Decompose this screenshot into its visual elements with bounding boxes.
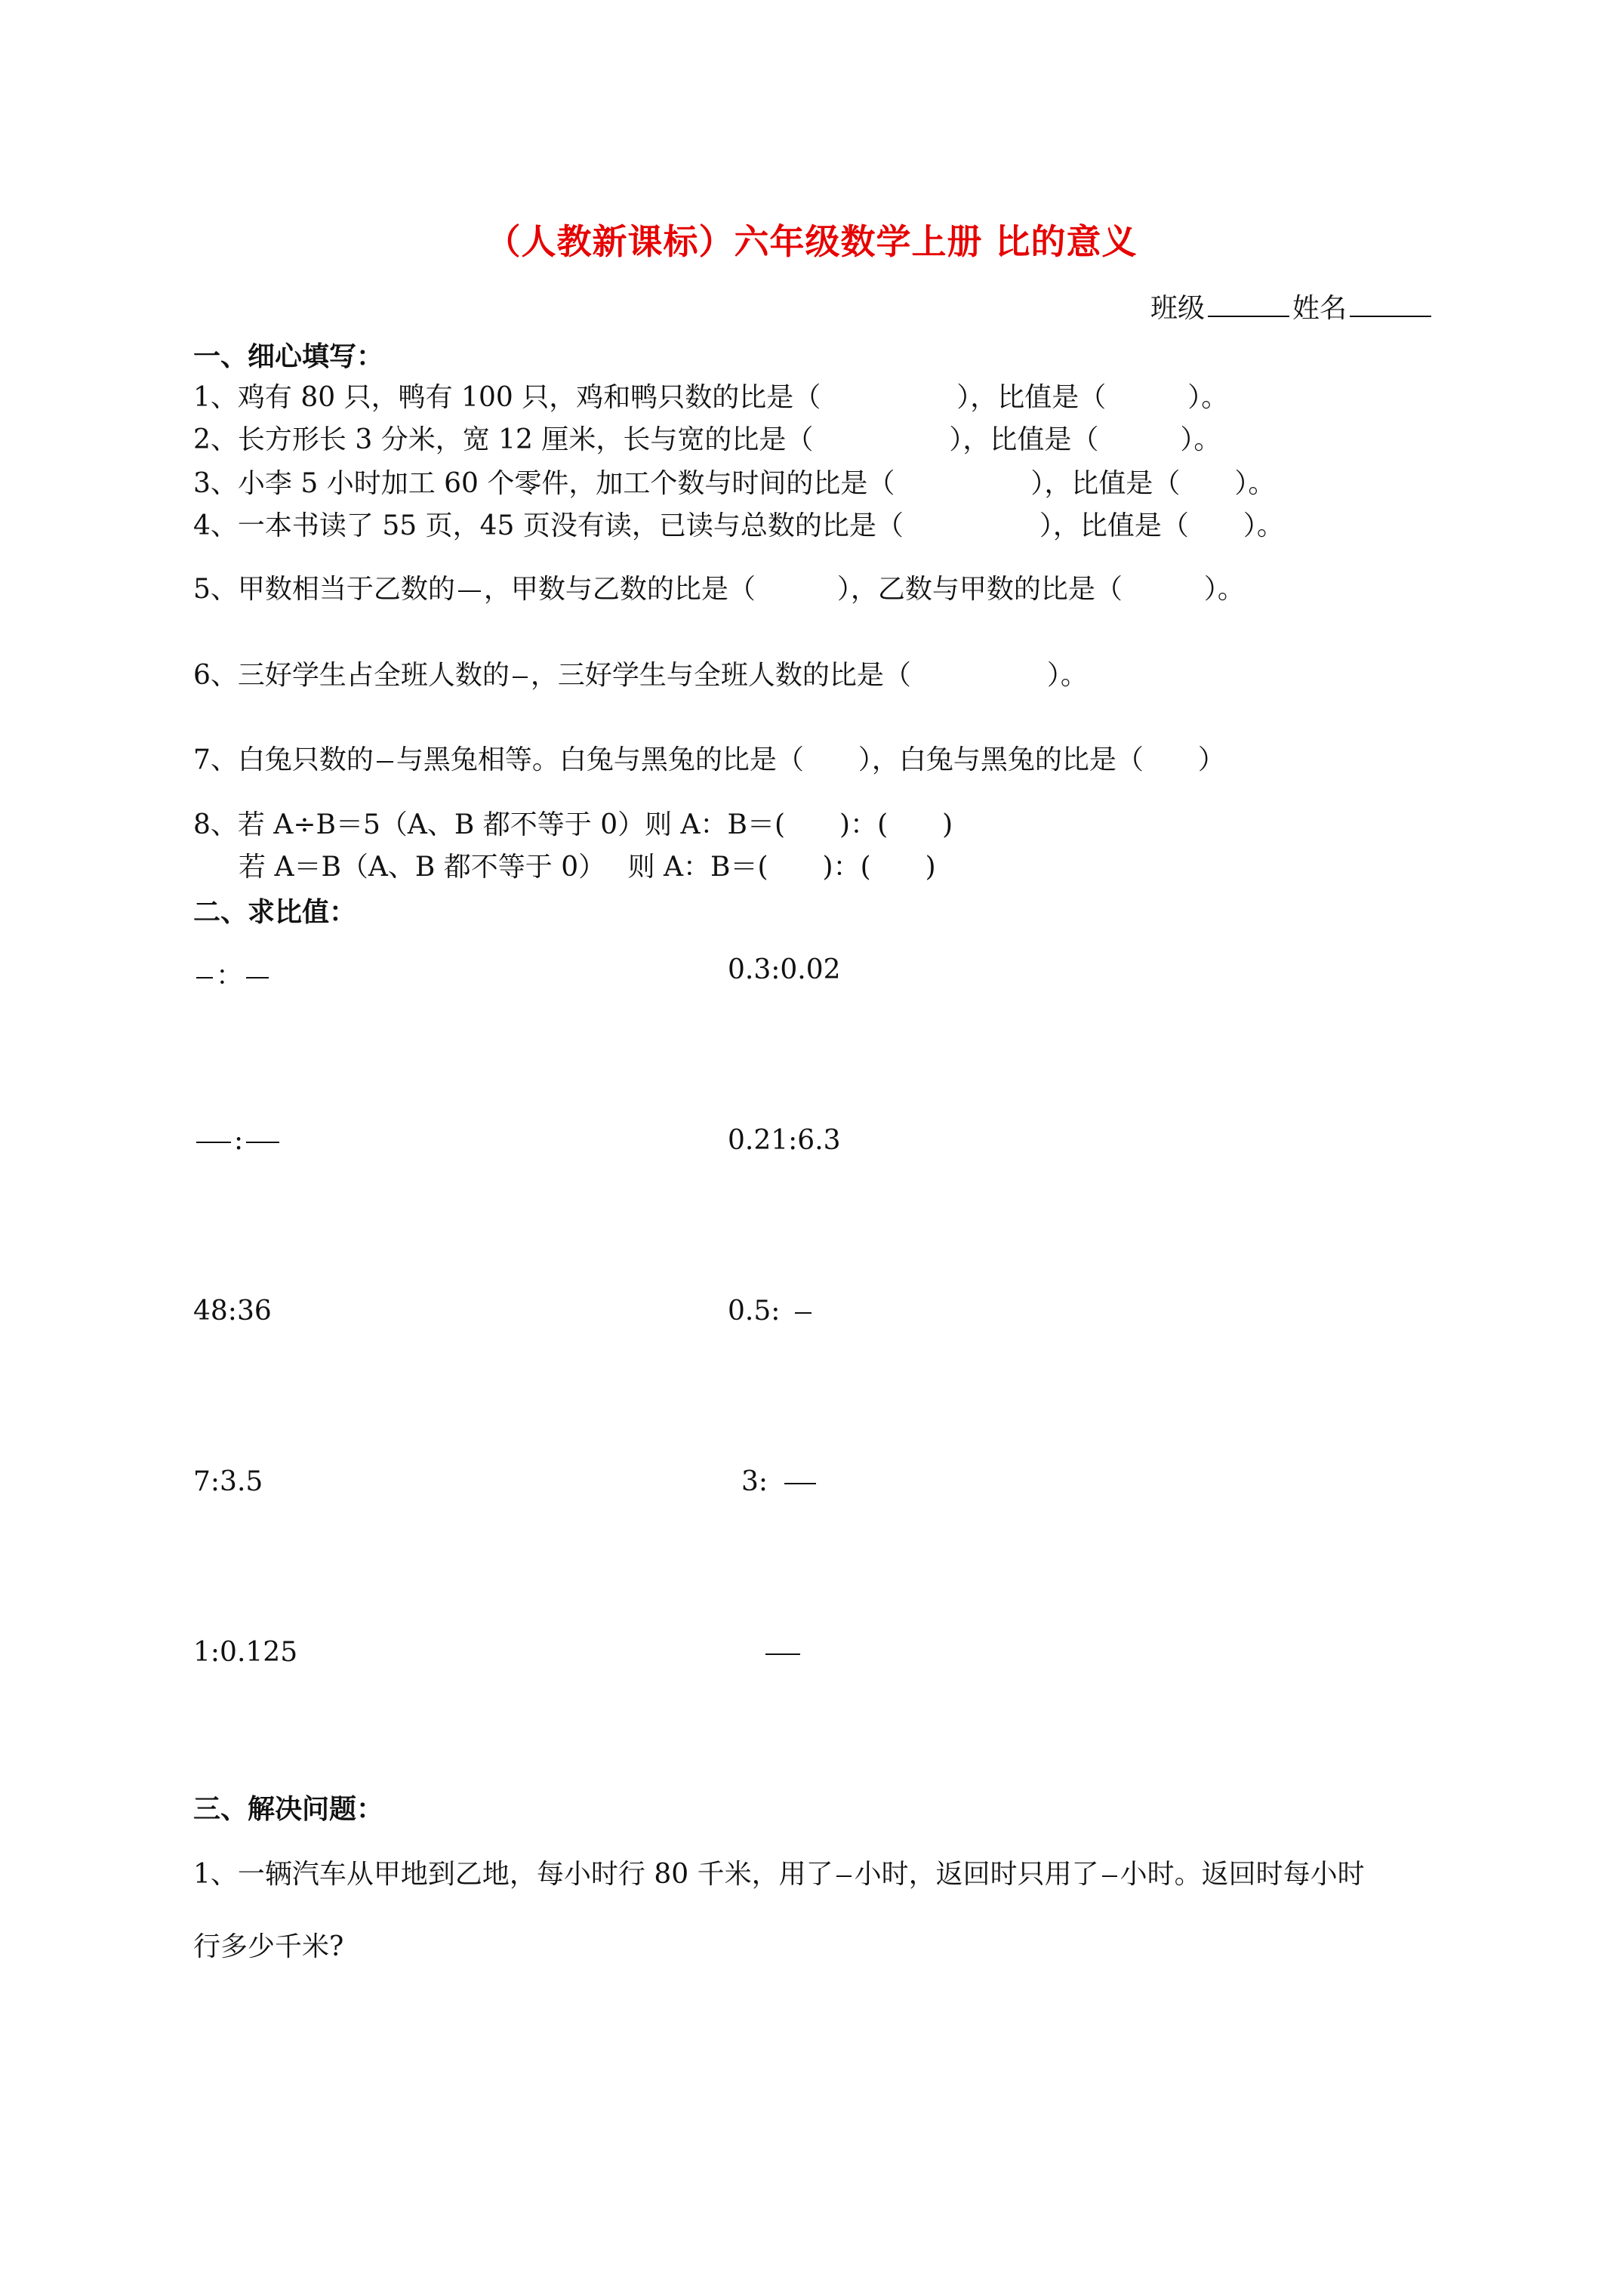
r4-right-text: 3: bbox=[741, 1466, 768, 1497]
ratio-r2-right: 0.21:6.3 bbox=[728, 1125, 841, 1156]
ratio-r1-left bbox=[193, 954, 272, 993]
q7-fraction bbox=[377, 761, 393, 763]
section2-heading: 二、求比值： bbox=[193, 896, 357, 928]
ratio-r3-right bbox=[728, 1296, 815, 1327]
ratio-r4-right bbox=[741, 1466, 819, 1497]
s1-question-6 bbox=[193, 654, 1088, 692]
r3-right-fraction bbox=[795, 1312, 812, 1314]
r2-left-sep: : bbox=[234, 1125, 244, 1156]
q5-text-a: 5、甲数相当于乙数的 bbox=[193, 574, 455, 605]
s3q1-text-c: 小时。返回时每小时 bbox=[1119, 1859, 1365, 1890]
s1-question-8a: 8、若 A÷B＝5（A、B 都不等于 0）则 A：B＝( )：( ) bbox=[193, 809, 953, 840]
q5-text-b: ，甲数与乙数的比是（ ），乙数与甲数的比是（ ）。 bbox=[483, 574, 1245, 605]
s3-question-1-cont: 行多少千米? bbox=[193, 1931, 344, 1962]
s1-question-4: 4、一本书读了 55 页，45 页没有读，已读与总数的比是（ ），比值是（ ）。 bbox=[193, 510, 1284, 541]
s1-question-2: 2、长方形长 3 分米，宽 12 厘米，长与宽的比是（ ），比值是（ ）。 bbox=[193, 424, 1221, 455]
q7-text-b: 与黑兔相等。白兔与黑兔的比是（ ），白兔与黑兔的比是（ ） bbox=[396, 744, 1225, 775]
s3-question-1 bbox=[193, 1853, 1365, 1891]
r2-left-fraction-a bbox=[196, 1142, 231, 1143]
s3q1-fraction-b bbox=[1102, 1875, 1117, 1877]
page-title: （人教新课标）六年级数学上册 比的意义 bbox=[485, 221, 1138, 262]
s1-question-3: 3、小李 5 小时加工 60 个零件，加工个数与时间的比是（ ），比值是（ ）。 bbox=[193, 468, 1276, 499]
s1-question-1: 1、鸡有 80 只，鸭有 100 只，鸡和鸭只数的比是（ ），比值是（ ）。 bbox=[193, 382, 1229, 413]
class-blank bbox=[1208, 296, 1289, 317]
class-name-line bbox=[1150, 287, 1434, 325]
q6-fraction bbox=[513, 676, 528, 678]
name-label: 姓名 bbox=[1292, 293, 1347, 324]
r1-left-sep: ： bbox=[216, 960, 244, 991]
name-blank bbox=[1350, 296, 1431, 317]
r5-right-fraction bbox=[765, 1653, 800, 1655]
r3-right-text: 0.5: bbox=[728, 1296, 781, 1327]
ratio-r4-left: 7:3.5 bbox=[193, 1466, 263, 1497]
r1-left-fraction-a bbox=[196, 977, 213, 978]
ratio-r3-left: 48:36 bbox=[193, 1296, 272, 1327]
s1-question-8b: 若 A＝B（A、B 都不等于 0） 则 A：B＝( )：( ) bbox=[239, 852, 936, 883]
section1-heading: 一、细心填写： bbox=[193, 341, 384, 372]
section3-heading: 三、解决问题： bbox=[193, 1793, 384, 1825]
s1-question-5 bbox=[193, 568, 1245, 606]
ratio-r5-left: 1:0.125 bbox=[193, 1637, 298, 1668]
ratio-r5-right bbox=[762, 1637, 803, 1668]
ratio-r2-left bbox=[193, 1125, 282, 1156]
q6-text-a: 6、三好学生占全班人数的 bbox=[193, 660, 510, 691]
s1-question-7 bbox=[193, 738, 1225, 777]
r4-right-fraction bbox=[784, 1483, 816, 1484]
s3q1-text-a: 1、一辆汽车从甲地到乙地，每小时行 80 千米，用了 bbox=[193, 1859, 833, 1890]
r2-left-fraction-b bbox=[246, 1142, 279, 1143]
class-label: 班级 bbox=[1150, 293, 1206, 324]
s3q1-fraction-a bbox=[836, 1875, 852, 1877]
q5-fraction bbox=[458, 590, 481, 592]
q7-text-a: 7、白兔只数的 bbox=[193, 744, 374, 775]
s3q1-text-b: 小时，返回时只用了 bbox=[854, 1859, 1099, 1890]
ratio-r1-right: 0.3:0.02 bbox=[728, 954, 841, 985]
r1-left-fraction-b bbox=[246, 977, 269, 978]
q6-text-b: ，三好学生与全班人数的比是（ ）。 bbox=[530, 660, 1088, 691]
